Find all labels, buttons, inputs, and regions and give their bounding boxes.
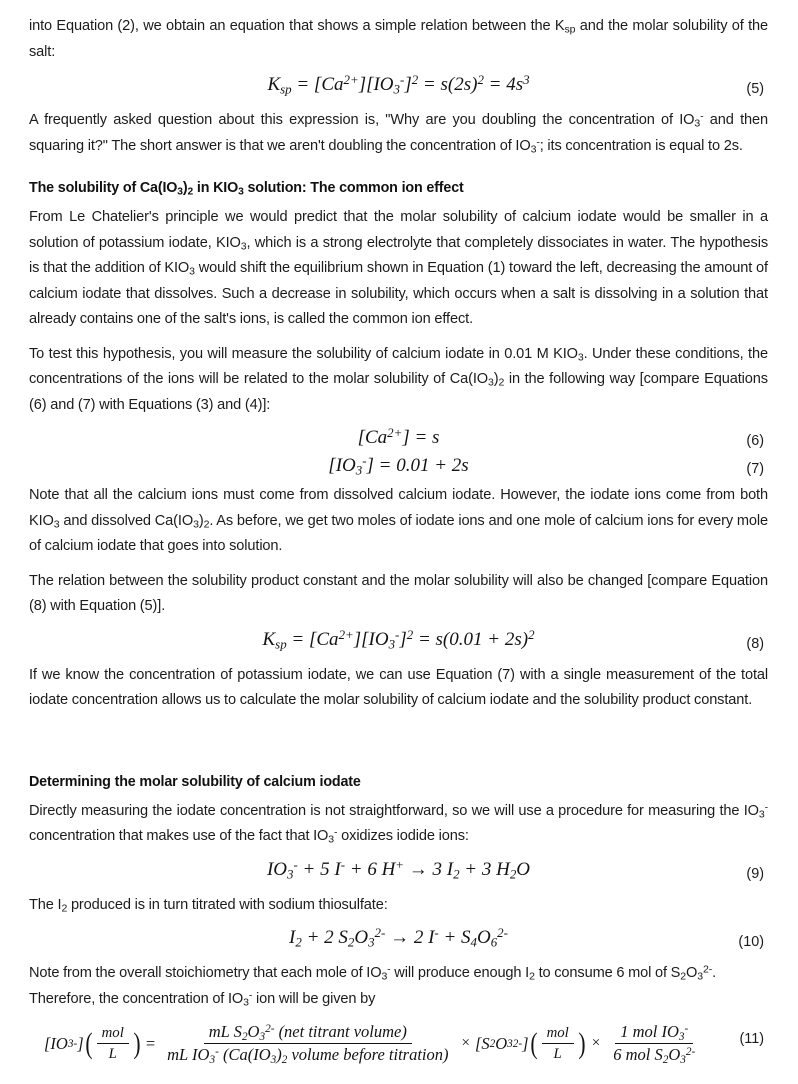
eq9-H2-sub: 2 [509,865,517,881]
paragraph-text: To test this hypothesis, you will measure the solubility of calcium iodate in 0.01 M KIO [29,345,578,362]
eq11-f2-num-a: mL S [208,1022,242,1041]
eq11-f4-den-sub1: 2 [662,1054,669,1067]
eq11-f3-num: mol [542,1024,574,1044]
eq11-f2-den-b: (Ca(IO [218,1045,271,1065]
eq11-times-2: × [591,1035,601,1052]
paragraph-text-cont: concentration that makes use of the fact that IO [29,828,329,844]
paragraph-calcium-ions-source [29,483,768,560]
paragraph-stoichiometry-note [29,961,768,1012]
eq5-op1: = [ [291,74,322,95]
eq10-term1: + 2 S [301,927,348,948]
eq8-Ca: Ca [316,628,339,650]
eq6-charge: 2+ [387,425,403,441]
paragraph-text: The I [29,896,62,913]
paragraph-text-cont: , which is a strong electrolyte that completely dissociates in water. The hypothesis is that the addition of KIO [29,234,768,276]
eq5-sq: 2 [411,72,419,88]
subscript-3: 3 [240,239,247,252]
superscript-charge: 2- [702,963,713,976]
eq11-f2-num-b: O [247,1022,260,1041]
eq11-f3-den: L [553,1046,562,1063]
eq5-Ca-charge: 2+ [343,72,359,88]
eq7-close: ] = 0.01 + 2s [366,455,469,476]
eq11-f4-num-sub: 3 [678,1030,685,1043]
eq11-paren-open-2: ( [529,1026,538,1060]
eq11-f4-den [608,1044,700,1065]
superscript-minus: - [248,989,253,1002]
subscript-3: 3 [53,517,60,530]
equation-number-11: (11) [739,1031,764,1048]
paragraph-text-cont: and dissolved Ca(IO [59,512,194,529]
heading-text-cont2: in KIO [193,180,239,196]
eq11-f2-den-charge: - [215,1046,219,1059]
equation-11-body: [ IO 3 - ] ( $\frac{\text{mol}}{L}$ ) = $\frac{mL S2O3^{2-} (net titrant volume)}{mL IO3^- (Ca(IO3)2 volume before titration)}$ × [ S 2 O 3 2- ] ( $\frac{\text{mol}}{L}$ ) × $\frac{1 mol IO3^-}{6 mol S2O3^{2-}}$ [29,1022,768,1065]
eq5-op2: = s(2s) [418,74,478,95]
equation-number-6: (6) [746,432,764,449]
eq5-sp: sp [280,81,292,97]
eq6-Ca: Ca [364,427,388,448]
eq8-IO-charge: - [395,626,400,642]
eq5-cube: 3 [523,72,530,88]
equation-8-row [29,626,768,659]
subscript-2: 2 [187,186,194,198]
eq11-f2-den-sub3: 2 [281,1054,288,1067]
eq8-K: K [262,628,276,650]
equation-9-row [29,856,768,889]
equation-number-7: (7) [746,460,764,477]
eq10-term2: + S [438,927,471,948]
eq11-f4-num [615,1022,693,1044]
eq9-I2-sub: 2 [453,865,460,881]
paragraph-iodine-titrated [29,893,768,919]
eq11-f4-den-a: 6 mol S [613,1045,663,1065]
eq9-term4: O [516,858,531,880]
equation-8-body [29,626,768,651]
eq8-IO-sub: 3 [388,635,396,651]
eq5-sq2: 2 [477,72,484,88]
subscript-2: 2 [498,376,505,389]
eq8-sq2: 2 [528,626,535,642]
eq11-times-1: × [461,1035,470,1052]
eq5-op3: = 4s [483,74,524,95]
paragraph-text-cont: will produce enough I [390,965,530,981]
paragraph-text-cont2: ) [198,512,204,529]
paragraph-text-end: ; its concentration is equal to 2s. [539,137,743,154]
eq11-f2-den-sub2: 3 [270,1054,277,1067]
eq11-f2-num-charge: 2- [265,1022,275,1035]
section-spacer [29,723,768,749]
eq9-arrow: → 3 I [404,858,454,880]
eq11-main-fraction [162,1022,453,1065]
subscript-sp: sp [564,23,576,36]
subscript-3: 3 [177,186,183,198]
eq11-f1-den: L [108,1046,117,1063]
paragraph-text-cont: and the molar solubility of the salt: [29,18,768,60]
paragraph-text: Directly measuring the iodate concentration is not straightforward, so we will use a procedure for measuring the IO [29,802,759,819]
subscript-2: 2 [529,970,535,983]
eq6-close: ] = s [402,427,440,448]
subscript-3: 3 [193,517,199,530]
heading-text-end: solution: The common ion effect [243,180,464,196]
eq11-f4-den-charge: 2- [685,1046,696,1059]
eq8-Ca-charge: 2+ [338,626,354,642]
subscript-3: 3 [381,970,388,983]
equation-7-row [29,455,768,482]
subscript-2: 2 [203,517,210,530]
subscript-3: 3 [697,970,703,983]
subscript-3: 3 [694,117,701,130]
eq10-O6-sub: 6 [490,934,498,950]
superscript-minus: - [700,110,704,123]
eq8-IO: IO [368,628,389,650]
eq11-frac-mol-L-1 [97,1024,129,1063]
subscript-3: 3 [758,807,765,820]
paragraph-relation-ksp: The relation between the solubility product constant and the molar solubility will also be changed [compare Equation (8) with Equation (5)]. [29,572,768,614]
eq9-IO-charge: - [293,856,298,872]
paragraph-text: Note that all the calcium ions must come from dissolved calcium iodate. However, the iodate ions come from both KIO [29,487,768,529]
eq8-sq: 2 [406,626,414,642]
paragraph-text-cont2: ) [493,371,499,387]
eq9-IO-sub: 3 [287,865,294,881]
eq11-paren-open-1: ( [85,1026,93,1060]
subscript-3: 3 [530,142,537,155]
paragraph-text: A frequently asked question about this expression is, "Why are you doubling the concentration of IO [29,112,695,128]
eq9-I-charge: - [340,856,345,872]
subscript-3: 3 [238,186,244,198]
eq11-f2-den [162,1044,453,1065]
eq9-H-charge: + [395,856,405,872]
eq10-O: O [354,927,369,948]
eq9-IO: IO [266,858,288,880]
eq6-open: [ [357,427,365,448]
eq11-br-open: [ [474,1033,482,1053]
eq8-mid: ][ [353,628,369,650]
section-heading-determining-solubility: Determining the molar solubility of calcium iodate [29,773,361,790]
eq11-frac-mol-L-2 [542,1024,574,1063]
paragraph-text-end: produced is in turn titrated with sodium thiosulfate: [67,896,388,913]
superscript-minus: - [764,801,768,814]
subscript-3: 3 [189,265,195,278]
paragraph-intro-equation2 [29,14,768,65]
eq10-I-sub: 2 [295,934,302,950]
eq11-lhs-IO: IO [50,1033,68,1053]
paragraph-text-cont4: . Therefore, the concentration of IO [29,965,717,1007]
eq9-term3: + 3 H [459,858,510,880]
eq11-br-close: ] [522,1033,529,1053]
eq5-IO-sub: 3 [393,81,400,97]
subscript-3: 3 [328,833,335,846]
eq11-f2-den-d: volume before titration) [287,1045,449,1065]
eq5-IO: IO [373,74,394,95]
eq11-f2-den-sub1: 3 [209,1054,216,1067]
eq8-close: ] [399,628,407,650]
eq11-lhs-close: ] [77,1033,84,1053]
subscript-2: 2 [680,970,686,983]
equation-number-10: (10) [738,934,764,950]
subscript-3: 3 [488,376,494,389]
eq7-open: [ [328,455,336,476]
equation-5-row [29,74,768,104]
paragraph-measuring-iodate [29,799,768,850]
eq11-lhs-open: [ [44,1033,51,1053]
paragraph-single-measurement: If we know the concentration of potassium iodate, we can use Equation (7) with a single measurement of the total iodate concentration allows us to calculate the molar solubility of calcium iodate and the solubility product constant. [29,666,768,708]
eq9-term1: + 5 I [297,858,341,880]
paragraph-text-end: oxidizes iodide ions: [337,828,469,844]
heading-text-cont: ) [182,180,188,196]
eq11-f4-den-b: O [668,1045,681,1065]
eq11-br-S: S [481,1033,490,1053]
eq5-Ca: Ca [321,74,344,95]
paragraph-text-cont3: O [686,965,698,981]
paragraph-text-cont2: to consume 6 mol of S [534,965,681,981]
heading-text: The solubility of Ca(IO [29,180,178,196]
eq7-IO: IO [335,455,356,476]
equation-6-body [29,427,768,449]
equation-7-body [29,455,768,477]
eq10-I: I [289,927,296,948]
paragraph-text-end: in the following way [compare Equations (6) and (7) with Equations (3) and (4)]: [29,371,768,413]
eq11-f2-num [204,1022,412,1044]
eq11-br-O: O [495,1033,508,1053]
superscript-minus: - [334,826,338,839]
eq5-close: ] [404,74,412,95]
subscript-2: 2 [61,901,68,914]
equation-10-body [29,927,768,949]
equation-number-9: (9) [746,865,764,882]
paragraph-faq-doubling [29,108,768,159]
eq11-equals: = [145,1033,156,1053]
superscript-minus: - [536,136,540,149]
eq10-S-sub: 2 [347,934,355,950]
eq11-f2-num-c: (net titrant volume) [274,1022,407,1041]
eq8-op2: = s(0.01 + 2s) [413,628,529,650]
equation-11-row [29,1022,768,1084]
paragraph-text-end: . As before, we get two moles of iodate ions and one mole of calcium ions for every mole of calcium iodate that goes into solution. [29,512,768,554]
eq10-O2: O [476,927,491,948]
eq10-S4-sub: 4 [470,934,477,950]
superscript-minus: - [387,963,391,976]
equation-number-5: (5) [746,81,764,97]
paragraph-text-end: would shift the equilibrium shown in Equation (1) toward the left, decreasing the amount of calcium iodate that dissolves. Such a decrease in solubility, which occurs when a salt is dissolving in a solution that already contains one of the salt's ions, is called the common ion effect. [29,260,768,327]
eq5-K: K [267,74,281,95]
eq7-IO-charge: - [362,453,367,469]
eq11-f1-num: mol [97,1024,129,1044]
eq11-f4-den-sub2: 3 [680,1054,686,1067]
eq8-op1: = [ [286,628,317,650]
eq11-f2-num-sub1: 2 [241,1030,248,1043]
eq8-sp: sp [275,635,287,651]
eq10-I-charge: - [434,925,439,941]
equation-6-row [29,427,768,454]
eq11-f4-num-charge: - [684,1022,689,1035]
eq7-IO-sub: 3 [355,462,363,478]
paragraph-le-chatelier [29,205,768,333]
paragraph-text: into Equation (2), we obtain an equation that shows a simple relation between the K [29,18,565,34]
eq11-f4-num-a: 1 mol IO [620,1022,679,1041]
paragraph-text: From Le Chatelier's principle we would predict that the molar solubility of calcium iodate would be smaller in a solution of potassium iodate, KIO [29,209,768,251]
subscript-3: 3 [577,350,584,363]
eq11-paren-close-2: ) [578,1026,586,1060]
paragraph-text-cont: and then squaring it?" The short answer is that we aren't doubling the concentration of IO [29,112,768,154]
eq11-f2-num-sub2: 3 [259,1030,266,1043]
subscript-3: 3 [243,995,249,1008]
paragraph-test-hypothesis [29,342,768,419]
eq10-charge1: 2- [374,925,386,941]
equation-5-body [29,74,768,96]
eq5-mid: ][ [358,74,374,95]
equation-10-row [29,927,768,957]
eq11-f2-den-a: mL IO [167,1045,210,1065]
eq10-O-sub: 3 [368,934,375,950]
eq10-charge2: 2- [497,925,508,941]
eq5-IO-charge: - [400,72,405,88]
eq9-term2: + 6 H [345,858,396,880]
eq11-paren-close-1: ) [133,1026,141,1060]
equation-9-body [29,856,768,881]
paragraph-text-end: ion will be given by [252,990,376,1007]
equation-number-8: (8) [746,635,764,652]
eq10-arrow: → 2 I [385,927,435,948]
paragraph-text: Note from the overall stoichiometry that each mole of IO [29,965,382,981]
section-heading-common-ion-effect [29,177,768,199]
eq11-f2-den-c: ) [276,1045,282,1065]
paragraph-text-cont: . Under these conditions, the concentrations of the ions will be related to the molar solubility of Ca(IO [29,345,768,387]
eq11-ratio-fraction [608,1022,700,1065]
